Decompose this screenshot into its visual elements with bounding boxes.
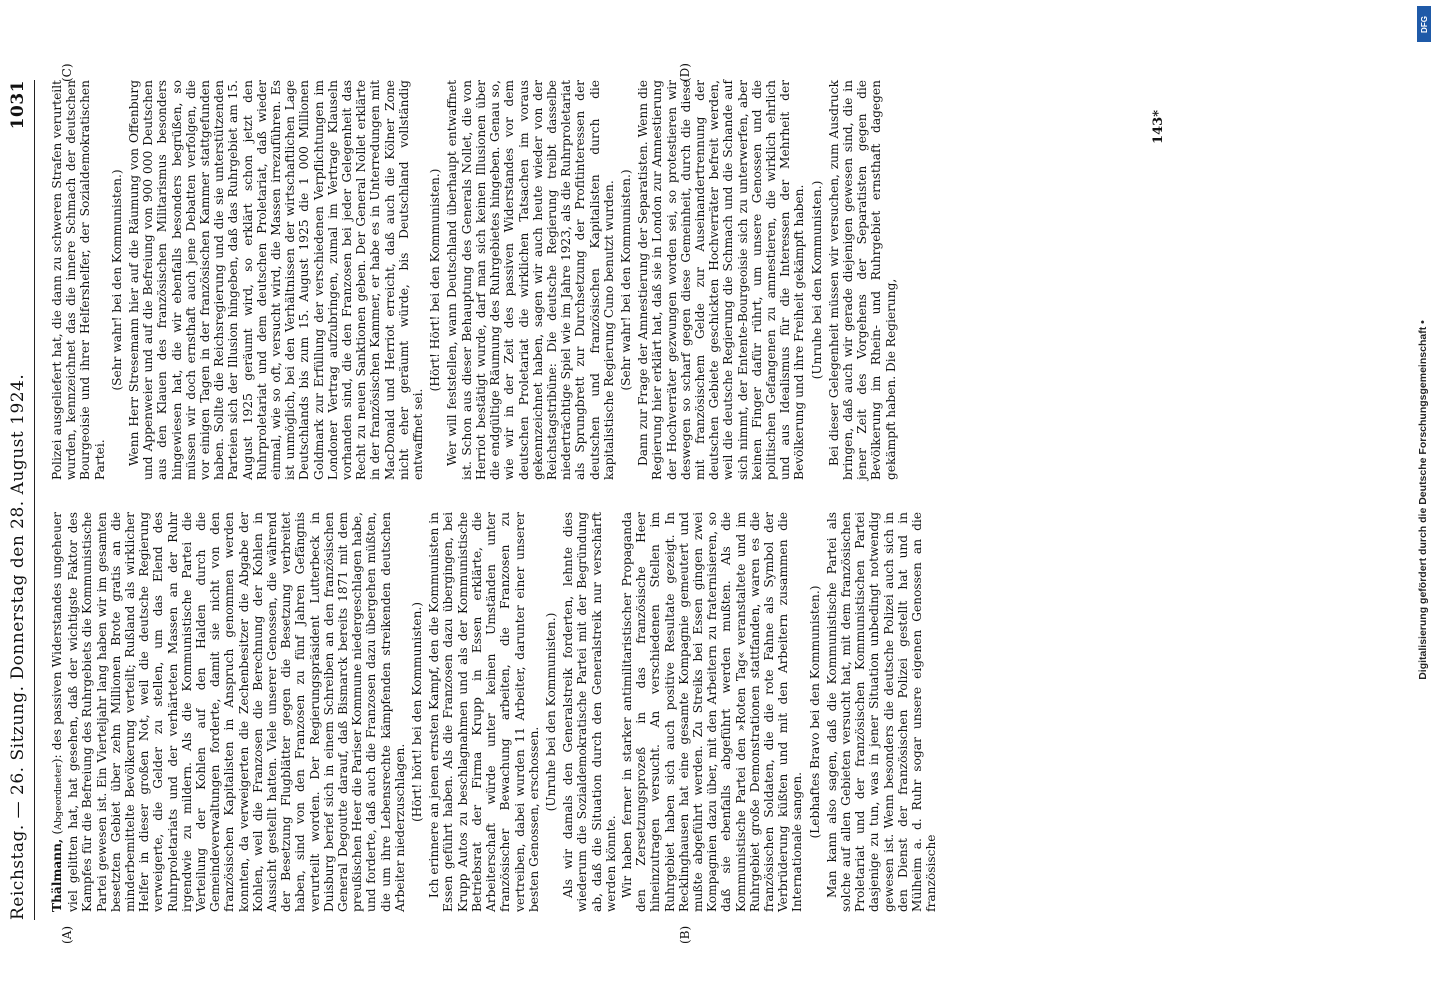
- paragraph-text: des passiven Widerstandes ungeheuer viel gelitten hat, hat gesehen, daß der wichtigste Faktor des Kampfes für die Befreiung des Ruhrgebiets die Kommunistische Partei gewesen ist. Ein Vierteljahr lang haben wir im gesamten besetzten Gebiet über zehn Millionen Brote gratis an die minderbemittelte Bevölkerung verteilt; Rußland als wirklicher Helfer in dieser großen Not, weil die deutsche Regierung verweigerte, die Gelder zu stellen, um das Elend des Ruhrproletariats und der verhärteten Massen an der Ruhr irgendwie zu mildern. Als die Kommunistische Partei die Verteilung der Kohlen auf den Halden durch die Gemeindeverwaltungen forderte, damit sie nicht von den französischen Kapitalisten in Anspruch genommen werden konnten, da verweigerten die Zechenbesitzer die Abgabe der Kohlen, weil die Franzosen die Berechnung der Kohlen in Aussicht gestellt hatten. Viele unserer Genossen, die während der Besetzung Flugblätter gegen die Besetzung verbreitet haben, sind von den Franzosen zu fünf Jahren Gefängnis verurteilt worden. Der Regierungspräsident Lutterbeck in Duisburg berief sich in einem Schreiben an den französischen General Degoutte darauf, daß Bismarck bereits 1871 mit dem preußischen Heer die Pariser Kommune niedergeschlagen habe, und forderte, daß auch die Franzosen dazu übergehen müßten, die um ihre Lebensrechte kämpfenden streikenden deutschen Arbeiter niederzuschlagen.: [50, 512, 407, 912]
- column-right: [50, 80, 1138, 480]
- paragraph: Wer will feststellen, wann Deutschland überhaupt entwaffnet ist. Schon aus dieser Behauptung des Generals Nollet, die von Herriot bestätigt wurde, darf man sich keinen Illusionen über die endgültige Räumung des Ruhrgebietes hingeben. Genau so, wie wir in der Zeit des passiven Widerstandes vor dem deutschen Proletariat die wirklichen Tatsachen im voraus gekennzeichnet haben, sagen wir auch heute wieder von der Reichstagstribüne: Die deutsche Regierung treibt dasselbe niederträchtige Spiel wie im Jahre 1923, als die Ruhrproletariat als Sprungbrett zur Durchsetzung der Profitinteressen der deutschen und französischen Kapitalisten durch die kapitalistische Regierung Cuno benutzt wurden.: [445, 80, 616, 480]
- dfg-logo: [1417, 6, 1431, 42]
- interjection: (Sehr wahr! bei den Kommunisten.): [618, 169, 633, 391]
- interjection: (Unruhe bei den Kommunisten.): [543, 612, 558, 812]
- interjection: (Lebhaftes Bravo bei den Kommunisten.): [807, 585, 822, 839]
- margin-letter-a: (A): [60, 925, 74, 944]
- paragraph: Dann zur Frage der Amnestierung der Separatisten. Wenn die Regierung hier erklärt hat, daß sie in London zur Amnestierung der Hochverräter gezwungen worden sei, so protestieren wir deswegen so scharf gegen diese Gemeinheit, durch die diese mit französischem Gelde zur Auseinandertrennung der deutschen Gebiete geschickten Hochverräter befreit werden, weil die deutsche Regierung die Schmach und die Schande auf sich nimmt, der Entente-Bourgeoisie sich zu unterwerfen, aber keinen Finger dafür rührt, um unsere Genossen und die politischen Gefangenen zu amnestieren, die wirklich ehrlich und aus Idealismus für die Interessen der Mehrheit der Bevölkerung und ihre Freiheit gekämpft haben.: [636, 80, 807, 480]
- margin-letter-d: (D): [678, 63, 692, 82]
- paragraph: Wenn Herr Stresemann hier auf die Räumung von Offenburg und Appenweier und auf die Befreiung von 900 000 Deutschen aus den Klauen des französischen Militarismus besonders hingewiesen hat, die wir ebenfalls besonders begrüßen, so müssen wir doch ernsthaft auch jene Debatten verfolgen, die vor einigen Tagen in der französischen Kammer stattgefunden haben. Sollte die Reichsregierung und die sie unterstützenden Parteien sich der Illusion hingeben, daß das Ruhrgebiet am 15. August 1925 geräumt wird, so erklärt schon jetzt den Ruhrproletariat und dem deutschen Proletariat, daß wieder einmal, wie so oft, versucht wird, die Massen irrezuführen. Es ist unmöglich, bei den Verhältnissen der wirtschaftlichen Lage Deutschlands bis zum 15. August 1925 die 1 000 Millionen Goldmark zur Erfüllung der verschiedenen Verpflichtungen im Londoner Vertrag aufzubringen, zumal im Vertrage Klauseln vorhanden sind, die den Franzosen bei jeder Gelegenheit das Recht zu neuen Sanktionen geben. Der General Nollet erklärte in der französischen Kammer, er habe es in Unterredungen mit MacDonald und Herriot erreicht, daß auch die Kölner Zone nicht eher geräumt würde, bis Deutschland vollständig entwaffnet sei.: [127, 80, 426, 480]
- interjection: (Hört! Hört! bei den Kommunisten.): [428, 168, 443, 392]
- credit-text: Digitalisierung gefördert durch die Deutsche Forschungsgemeinschaft •: [1417, 320, 1429, 680]
- paragraph: Ich erinnere an jenen ernsten Kampf, den die Kommunisten in Essen geführt haben. Als die Franzosen dazu übergingen, bei Krupp Autos zu beschlagnahmen und als der Kommunistische Betriebsrat der Firma Krupp in Essen erklärte, die Arbeiterschaft würde unter keinen Umständen unter französischer Bewachung arbeiten, die Franzosen zu vertreiben, dabei wurden 11 Arbeiter, darunter einer unserer besten Genossen, erschossen.: [427, 512, 541, 912]
- margin-letter-c: (C): [60, 63, 74, 82]
- paragraph: Bei dieser Gelegenheit müssen wir versuchen, zum Ausdruck bringen, daß auch wir gerade diejenigen gewesen sind, die in jener Zeit des Vorgehens der Separatisten gegen die Bevölkerung im Rhein- und Ruhrgebiet ernsthaft dagegen gekämpft haben. Die Regierung,: [826, 80, 898, 480]
- interjection: (Sehr wahr! bei den Kommunisten.): [109, 169, 124, 391]
- paragraph: Thälmann, (Abgeordneter): des passiven Widerstandes ungeheuer viel gelitten hat, hat gesehen, daß der wichtigste Faktor des Kampfes für die Befreiung des Ruhrgebiets die Kommunistische Partei gewesen ist. Ein Vierteljahr lang haben wir im gesamten besetzten Gebiet über zehn Millionen Brote gratis an die minderbemittelte Bevölkerung verteilt; Rußland als wirklicher Helfer in dieser großen Not, weil die deutsche Regierung verweigerte, die Gelder zu stellen, um das Elend des Ruhrproletariats und der verhärteten Massen an der Ruhr irgendwie zu mildern. Als die Kommunistische Partei die Verteilung der Kohlen auf den Halden durch die Gemeindeverwaltungen forderte, damit sie nicht von den französischen Kapitalisten in Anspruch genommen werden konnten, da verweigerten die Zechenbesitzer die Abgabe der Kohlen, weil die Franzosen die Berechnung der Kohlen in Aussicht gestellt hatten. Viele unserer Genossen, die während der Besetzung Flugblätter gegen die Besetzung verbreitet haben, sind von den Franzosen zu fünf Jahren Gefängnis verurteilt worden. Der Regierungspräsident Lutterbeck in Duisburg berief sich in einem Schreiben an den französischen General Degoutte darauf, daß Bismarck bereits 1871 mit dem preußischen Heer die Pariser Kommune niedergeschlagen habe, und forderte, daß auch die Franzosen dazu übergehen müßten, die um ihre Lebensrechte kämpfenden streikenden deutschen Arbeiter niederzuschlagen.: [50, 512, 407, 912]
- dfg-logo-text: DFG: [1419, 15, 1429, 33]
- margin-letter-b: (B): [678, 925, 692, 944]
- interjection: (Unruhe bei den Kommunisten.): [809, 180, 824, 380]
- paragraph: Als wir damals den Generalstreik forderten, lehnte dies wiederum die Sozialdemokratische Partei mit der Begründung ab, daß die Situation durch den Generalstreik nur verschärft werden könnte.: [561, 512, 618, 912]
- signature-mark: 143*: [1151, 110, 1166, 144]
- running-head: [8, 80, 35, 920]
- speaker-role: Abgeordneter: [53, 763, 64, 830]
- paragraph: Man kann also sagen, daß die Kommunistische Partei als solche auf allen Gebieten versucht hat, mit dem französischen Proletariat und der französischen Kommunistischen Partei dasjenige zu tun, was in jener Situation unbedingt notwendig gewesen ist. Wenn besonders die deutsche Polizei auch sich in den Dienst der französischen Polizei gestellt hat und in Mülheim a. d. Ruhr sogar unsere eigenen Genossen an die französische: [824, 512, 939, 912]
- running-head-title: Reichstag. — 26. Sitzung. Donnerstag den 28. August 1924.: [8, 373, 28, 920]
- interjection: (Hört! hört! bei den Kommunisten.): [410, 601, 425, 823]
- column-left: [50, 512, 1138, 912]
- paragraph: Wir haben ferner in starker antimilitaristischer Propaganda den Zersetzungsprozeß in das französische Heer hineinzutragen versucht. An verschiedenen Stellen im Ruhrgebiet haben sich auch positive Resultate gezeigt. In Recklinghausen hat eine gesamte Kompagnie gemeutert und mußte abgeführt werden. Zu Streiks bei Essen gingen zwei Kompagnien dazu über, mit den Arbeitern zu fraternisieren, so daß sie ebenfalls abgeführt werden mußten. Als die Kommunistische Partei den »Roten Tag« veranstaltete und im Ruhrgebiet große Demonstrationen stattfanden, waren es die französischen Soldaten, die die rote Fahne als Symbol der Verbrüderung küßten und mit den Arbeitern zusammen die Internationale sangen.: [619, 512, 805, 912]
- speaker-name: Thälmann,: [50, 838, 64, 912]
- digitization-credit: [1412, 0, 1434, 1000]
- newspaper-page: [0, 50, 1178, 950]
- paragraph: Polizei ausgeliefert hat, die dann zu schweren Strafen verurteilt wurden, kennzeichnet das die innere Schmach der deutschen Bourgeoisie und ihrer Helfershelfer, der Sozialdemokratischen Partei.: [50, 80, 107, 480]
- page-number: 1031: [8, 80, 28, 130]
